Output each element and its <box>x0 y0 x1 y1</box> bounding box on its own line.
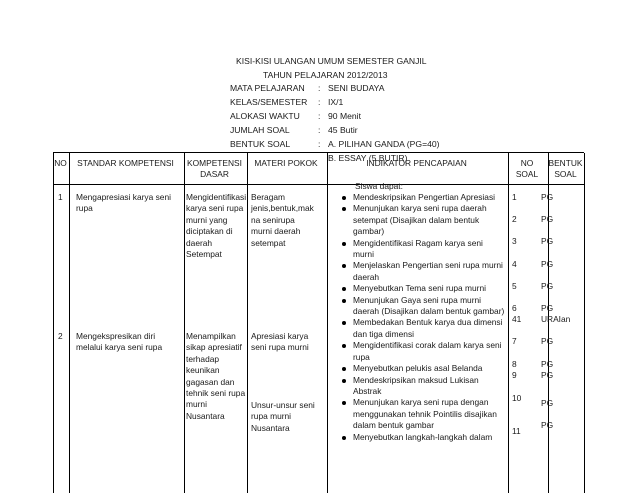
no-soal-value: 8 <box>512 359 517 369</box>
doc-title-line2: TAHUN PELAJARAN 2012/2013 <box>263 70 388 80</box>
meta-sep: : <box>318 139 321 149</box>
text-line: sikap apresiatif <box>186 342 242 353</box>
meta-value: 45 Butir <box>328 125 358 135</box>
no-soal-value: 11 <box>512 426 521 436</box>
text-line: terhadap <box>186 353 220 364</box>
indikator-item <box>339 238 507 261</box>
th-kompetensi: KOMPETENSI <box>187 158 242 168</box>
indikator-item <box>339 203 507 237</box>
text-line: Mengapresiasi karya seni <box>76 192 171 202</box>
bullet-icon <box>342 287 346 291</box>
text-line: murni daerah <box>251 226 301 237</box>
indikator-text: Menyebutkan pelukis asal Belanda <box>353 363 483 374</box>
no-soal-value: 4 <box>512 259 517 269</box>
indikator-text: Menyebutkan Tema seni rupa murni <box>353 283 486 294</box>
indikator-text: setempat (Disajikan dalam bentuk <box>353 214 480 225</box>
row-standar-kompetensi <box>76 192 181 215</box>
indikator-text: Mendeskripsikan Pengertian Apresiasi <box>353 192 495 202</box>
indikator-item <box>339 363 507 374</box>
row-materi-pokok-2 <box>251 400 325 434</box>
bentuk-soal-value: PG <box>541 370 554 380</box>
indikator-item <box>339 432 507 443</box>
meta-value: SENI BUDAYA <box>328 83 385 93</box>
th-bentuk: BENTUK <box>548 158 583 168</box>
indikator-text: Menunjukan karya seni rupa daerah <box>353 203 487 214</box>
col-divider <box>184 153 185 493</box>
no-soal-value: 1 <box>512 192 517 202</box>
indikator-item <box>339 340 507 363</box>
bullet-icon <box>342 299 346 303</box>
indikator-text: Membedakan Bentuk karya dua dimensi <box>353 317 503 328</box>
row-no: 1 <box>58 192 63 202</box>
indikator-intro: Siswa dapat: <box>355 181 403 191</box>
text-line: Menampilkan <box>186 331 236 341</box>
text-line: jenis,bentuk,mak <box>251 203 314 214</box>
indikator-item <box>339 397 507 431</box>
indikator-item <box>339 295 507 318</box>
th-no: NO <box>54 158 67 168</box>
indikator-text: murni <box>353 249 374 260</box>
th-soal: SOAL <box>515 169 539 179</box>
bullet-icon <box>342 264 346 268</box>
bullet-icon <box>342 196 346 200</box>
no-soal-value: 7 <box>512 336 517 346</box>
th-indikator: INDIKATOR PENCAPAIAN <box>366 158 467 168</box>
indikator-text: Menunjukan karya seni rupa dengan <box>353 397 489 408</box>
bullet-icon <box>342 344 346 348</box>
text-line: Unsur-unsur seni <box>251 400 315 410</box>
indikator-text: daerah <box>353 271 380 282</box>
row-materi-pokok <box>251 192 325 249</box>
text-line: Setempat <box>186 249 222 260</box>
indikator-text: Mengidentifikasi corak dalam karya seni <box>353 340 502 351</box>
text-line: Nusantara <box>251 422 290 433</box>
bullet-icon <box>342 436 346 440</box>
no-soal-value: 41 <box>512 314 522 324</box>
bentuk-soal-value: PG <box>541 281 554 291</box>
th-dasar: DASAR <box>200 169 229 179</box>
bentuk-soal-value: PG <box>541 259 554 269</box>
indikator-text: daerah (Disajikan dalam bentuk gambar) <box>353 306 505 317</box>
indikator-text: dalam bentuk gambar <box>353 420 435 431</box>
bentuk-soal-value: PG <box>541 192 554 202</box>
meta-label: BENTUK SOAL <box>230 139 291 149</box>
col-divider <box>508 153 509 493</box>
row-no: 2 <box>58 331 63 341</box>
bullet-icon <box>342 367 346 371</box>
row-standar-kompetensi <box>76 331 181 354</box>
col-divider <box>327 153 328 493</box>
text-line: melalui karya seni rupa <box>76 342 163 353</box>
th-bentuk-soal: SOAL <box>554 169 577 179</box>
indikator-item <box>339 375 507 398</box>
text-line: rupa murni <box>251 411 292 422</box>
text-line: gagasan dan <box>186 376 235 387</box>
indikator-text: Menyebutkan langkah-langkah dalam <box>353 431 493 442</box>
text-line: seni rupa murni <box>251 342 309 353</box>
col-divider <box>584 153 585 493</box>
indikator-item <box>339 192 507 203</box>
doc-title-line1: KISI-KISI ULANGAN UMUM SEMESTER GANJIL <box>236 56 427 66</box>
no-soal-value: 3 <box>512 236 517 246</box>
bullet-icon <box>342 379 346 383</box>
meta-value: A. PILIHAN GANDA (PG=40) <box>328 139 440 149</box>
meta-label: ALOKASI WAKTU <box>230 111 300 121</box>
meta-sep: : <box>318 83 321 93</box>
no-soal-value: 9 <box>512 370 517 380</box>
indikator-text: menggunakan tehnik Pointilis disajikan <box>353 408 497 419</box>
text-line: tehnik seni rupa <box>186 388 246 399</box>
indikator-text: dan tiga dimensi <box>353 328 414 339</box>
bullet-icon <box>342 321 346 325</box>
text-line: daerah <box>186 237 213 248</box>
meta-value: IX/1 <box>328 97 344 107</box>
indikator-item <box>339 260 507 283</box>
meta-sep: : <box>318 97 321 107</box>
indikator-text: Mendeskripsikan maksud Lukisan <box>353 374 479 385</box>
header-divider <box>54 184 584 185</box>
meta-sep: : <box>318 125 321 135</box>
bentuk-soal-value: URAIan <box>541 314 571 324</box>
indikator-item <box>339 283 507 294</box>
text-line: Nusantara <box>186 410 225 421</box>
row-kompetensi-dasar <box>186 192 248 260</box>
bullet-icon <box>342 207 346 211</box>
bentuk-soal-value: PG <box>541 420 554 430</box>
text-line: rupa <box>76 203 93 214</box>
meta-value: B. ESSAY (5 BUTIR) <box>328 153 408 163</box>
bentuk-soal-value: PG <box>541 336 554 346</box>
row-materi-pokok <box>251 331 325 354</box>
indikator-text: rupa <box>353 351 370 362</box>
bentuk-soal-value: PG <box>541 214 554 224</box>
meta-label: MATA PELAJARAN <box>230 83 305 93</box>
no-soal-value: 6 <box>512 303 517 313</box>
no-soal-value: 2 <box>512 214 517 224</box>
bentuk-soal-value: PG <box>541 236 554 246</box>
meta-label: JUMLAH SOAL <box>230 125 290 135</box>
th-standar-kompetensi: STANDAR KOMPETENSI <box>77 158 174 168</box>
row-kompetensi-dasar <box>186 331 248 422</box>
bentuk-soal-value: PG <box>541 359 554 369</box>
text-line: setempat <box>251 237 286 248</box>
col-divider <box>69 153 70 493</box>
text-line: murni yang <box>186 214 228 225</box>
meta-sep: : <box>318 111 321 121</box>
th-materi-pokok: MATERI POKOK <box>254 158 318 168</box>
th-no-soal: NO <box>520 158 534 168</box>
indikator-text: gambar) <box>353 226 385 237</box>
text-line: Apresiasi karya <box>251 331 309 341</box>
no-soal-value: 5 <box>512 281 517 291</box>
bullet-icon <box>342 401 346 405</box>
indikator-item <box>339 317 507 340</box>
meta-value: 90 Menit <box>328 111 361 121</box>
text-line: na senirupa <box>251 214 295 225</box>
text-line: Mengekspresikan diri <box>76 331 156 341</box>
text-line: murni <box>186 399 207 410</box>
text-line: karya seni rupa <box>186 203 244 214</box>
indikator-text: Abstrak <box>353 385 382 396</box>
indikator-text: Menunjukan Gaya seni rupa murni <box>353 294 482 305</box>
bentuk-soal-value: PG <box>541 398 554 408</box>
indikator-text: Mengidentifikasi Ragam karya seni <box>353 237 483 248</box>
indikator-list <box>339 192 507 443</box>
text-line: Mengidentifikasi <box>186 192 247 202</box>
text-line: keunikan <box>186 365 220 376</box>
indikator-text: Menjelaskan Pengertian seni rupa murni <box>353 260 503 271</box>
meta-label: KELAS/SEMESTER <box>230 97 308 107</box>
bullet-icon <box>342 242 346 246</box>
bentuk-soal-value: PG <box>541 303 554 313</box>
text-line: Beragam <box>251 192 285 202</box>
no-soal-value: 10 <box>512 393 522 403</box>
text-line: diciptakan di <box>186 226 233 237</box>
